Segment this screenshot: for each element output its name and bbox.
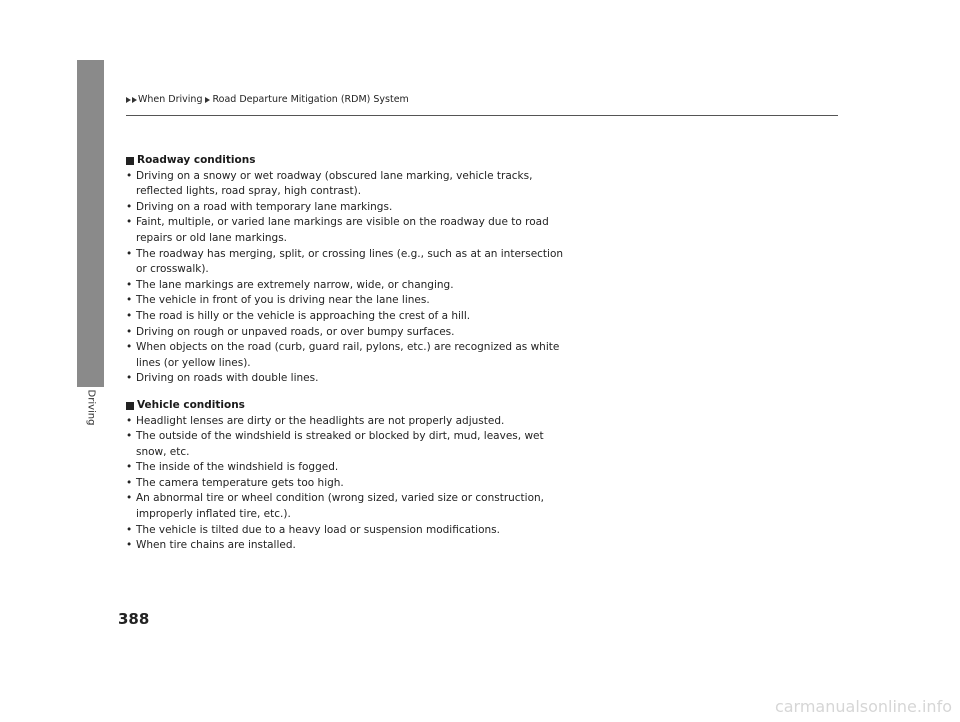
page-number: 388 — [118, 610, 150, 628]
section-heading — [126, 153, 576, 169]
list-item: • When objects on the road (curb, guard rail, pylons, etc.) are recognized as white lines (or yellow lines). — [126, 340, 576, 371]
header-divider — [126, 115, 838, 116]
list-item: • Driving on rough or unpaved roads, or over bumpy surfaces. — [126, 325, 576, 341]
content — [126, 153, 576, 554]
section-roadway-conditions — [126, 153, 576, 387]
list-item: • The road is hilly or the vehicle is approaching the crest of a hill. — [126, 309, 576, 325]
breadcrumb-arrow-icon — [126, 97, 131, 103]
list-item: • Headlight lenses are dirty or the headlights are not properly adjusted. — [126, 414, 576, 430]
breadcrumb-item-when-driving[interactable]: When Driving — [138, 94, 203, 105]
square-bullet-icon — [126, 157, 134, 165]
list-item: • When tire chains are installed. — [126, 538, 576, 554]
breadcrumb-arrow-icon — [132, 97, 137, 103]
list-item: • The inside of the windshield is fogged. — [126, 460, 576, 476]
watermark: carmanualsonline.info — [774, 697, 952, 716]
breadcrumb-arrow-icon — [205, 97, 210, 103]
list-item: • The vehicle is tilted due to a heavy load or suspension modifications. — [126, 523, 576, 539]
list-item: • Driving on a road with temporary lane markings. — [126, 200, 576, 216]
list-item: • The vehicle in front of you is driving near the lane lines. — [126, 293, 576, 309]
bullet-list — [126, 414, 576, 554]
section-vehicle-conditions — [126, 398, 576, 554]
list-item: • The outside of the windshield is streaked or blocked by dirt, mud, leaves, wet snow, etc. — [126, 429, 576, 460]
list-item: • The camera temperature gets too high. — [126, 476, 576, 492]
list-item: • The lane markings are extremely narrow, wide, or changing. — [126, 278, 576, 294]
list-item: • Driving on roads with double lines. — [126, 371, 576, 387]
section-title: Roadway conditions — [137, 154, 256, 166]
list-item: • Faint, multiple, or varied lane markings are visible on the roadway due to road repairs or old lane markings. — [126, 215, 576, 246]
square-bullet-icon — [126, 402, 134, 410]
section-heading — [126, 398, 576, 414]
bullet-list — [126, 169, 576, 387]
list-item: • The roadway has merging, split, or crossing lines (e.g., such as at an intersection or crosswalk). — [126, 247, 576, 278]
chapter-tab — [77, 60, 104, 387]
breadcrumb-item-rdm-system[interactable]: Road Departure Mitigation (RDM) System — [212, 94, 409, 105]
list-item: • Driving on a snowy or wet roadway (obscured lane marking, vehicle tracks, reflected lights, road spray, high contrast). — [126, 169, 576, 200]
chapter-label — [77, 387, 104, 427]
breadcrumb — [126, 94, 409, 105]
section-title: Vehicle conditions — [137, 398, 245, 411]
list-item: • An abnormal tire or wheel condition (wrong sized, varied size or construction, improperly inflated tire, etc.). — [126, 491, 576, 522]
chapter-label-text: Driving — [85, 389, 97, 425]
